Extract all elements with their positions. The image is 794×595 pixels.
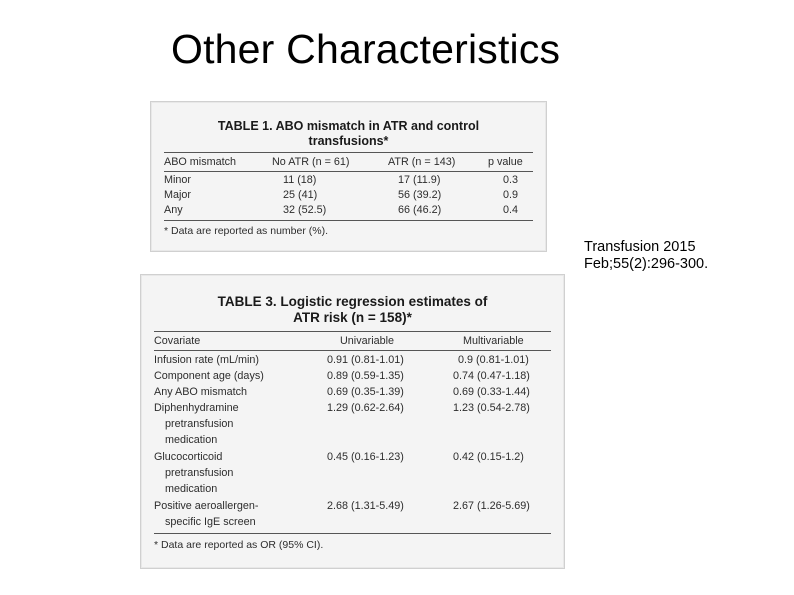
table-3-cell: 1.29 (0.62-2.64) <box>327 402 404 414</box>
slide-title: Other Characteristics <box>171 26 561 72</box>
table-3-top-rule <box>154 331 551 332</box>
table-1-title <box>151 119 546 149</box>
table-1-cell: 66 (46.2) <box>398 204 442 216</box>
table-1-cell: 0.4 <box>503 204 519 216</box>
table-1-cell: 11 (18) <box>283 174 317 186</box>
citation-line2: Feb;55(2):296-300. <box>584 256 709 272</box>
table-1-title-line1: TABLE 1. ABO mismatch in ATR and control <box>217 119 480 133</box>
citation-line1: Transfusion 2015 <box>584 239 696 255</box>
table-3-cell: medication <box>165 434 218 446</box>
table-3-cell: Glucocorticoid <box>154 451 223 463</box>
table-3-cell: 0.74 (0.47-1.18) <box>453 370 530 382</box>
table-1-bottom-rule <box>164 220 533 221</box>
table-3-cell: Positive aeroallergen- <box>154 500 259 512</box>
table-1-cell: 17 (11.9) <box>398 174 441 186</box>
table-3-cell: 0.89 (0.59-1.35) <box>327 370 404 382</box>
table-3-title <box>141 294 564 326</box>
table-1-title-line2: transfusions* <box>308 134 389 148</box>
table-1 <box>150 101 547 252</box>
table-3-cell: Any ABO mismatch <box>154 386 248 398</box>
table-1-cell: 0.3 <box>503 174 519 186</box>
table-3-cell: pretransfusion <box>165 467 234 479</box>
table-3-cell: 0.69 (0.33-1.44) <box>453 386 530 398</box>
citation <box>584 239 708 273</box>
table-3-cell: 0.42 (0.15-1.2) <box>453 451 524 463</box>
table-1-cell: 32 (52.5) <box>283 204 327 216</box>
table-1-cell: Any <box>164 204 183 216</box>
table-3-title-line1: TABLE 3. Logistic regression estimates of <box>217 294 488 309</box>
table-3-header-rule <box>154 350 551 351</box>
table-1-cell: 0.9 <box>503 189 519 201</box>
table-1-header-rule <box>164 171 533 172</box>
table-1-footnote: * Data are reported as number (%). <box>164 225 328 237</box>
table-3-header-multivariable: Multivariable <box>463 335 524 347</box>
table-1-cell: 56 (39.2) <box>398 189 442 201</box>
table-3-cell: 1.23 (0.54-2.78) <box>453 402 530 414</box>
table-1-cell: Major <box>164 189 191 201</box>
table-3-cell: medication <box>165 483 218 495</box>
table-1-header-no-atr: No ATR (n = 61) <box>272 156 350 168</box>
table-3-cell: 2.68 (1.31-5.49) <box>327 500 404 512</box>
table-1-top-rule <box>164 152 533 153</box>
table-3-cell: pretransfusion <box>165 418 234 430</box>
table-3-cell: specific IgE screen <box>165 516 256 528</box>
table-1-header-abo: ABO mismatch <box>164 156 236 168</box>
table-3-footnote: * Data are reported as OR (95% CI). <box>154 539 324 551</box>
table-3-cell: Diphenhydramine <box>154 402 239 414</box>
table-3-title-line2: ATR risk (n = 158)* <box>293 310 412 325</box>
table-3-cell: 0.45 (0.16-1.23) <box>327 451 404 463</box>
table-3-cell: 0.9 (0.81-1.01) <box>458 354 529 366</box>
table-1-header-atr: ATR (n = 143) <box>388 156 456 168</box>
table-3-header-covariate: Covariate <box>154 335 201 347</box>
table-1-cell: 25 (41) <box>283 189 318 201</box>
table-3-cell: 0.91 (0.81-1.01) <box>327 354 404 366</box>
table-1-cell: Minor <box>164 174 191 186</box>
table-3 <box>140 274 565 569</box>
table-3-cell: 0.69 (0.35-1.39) <box>327 386 404 398</box>
table-3-cell: Infusion rate (mL/min) <box>154 354 260 366</box>
table-1-header-pvalue: p value <box>488 156 523 168</box>
table-3-bottom-rule <box>154 533 551 534</box>
table-3-cell: 2.67 (1.26-5.69) <box>453 500 530 512</box>
table-3-header-univariable: Univariable <box>340 335 395 347</box>
table-3-cell: Component age (days) <box>154 370 264 382</box>
